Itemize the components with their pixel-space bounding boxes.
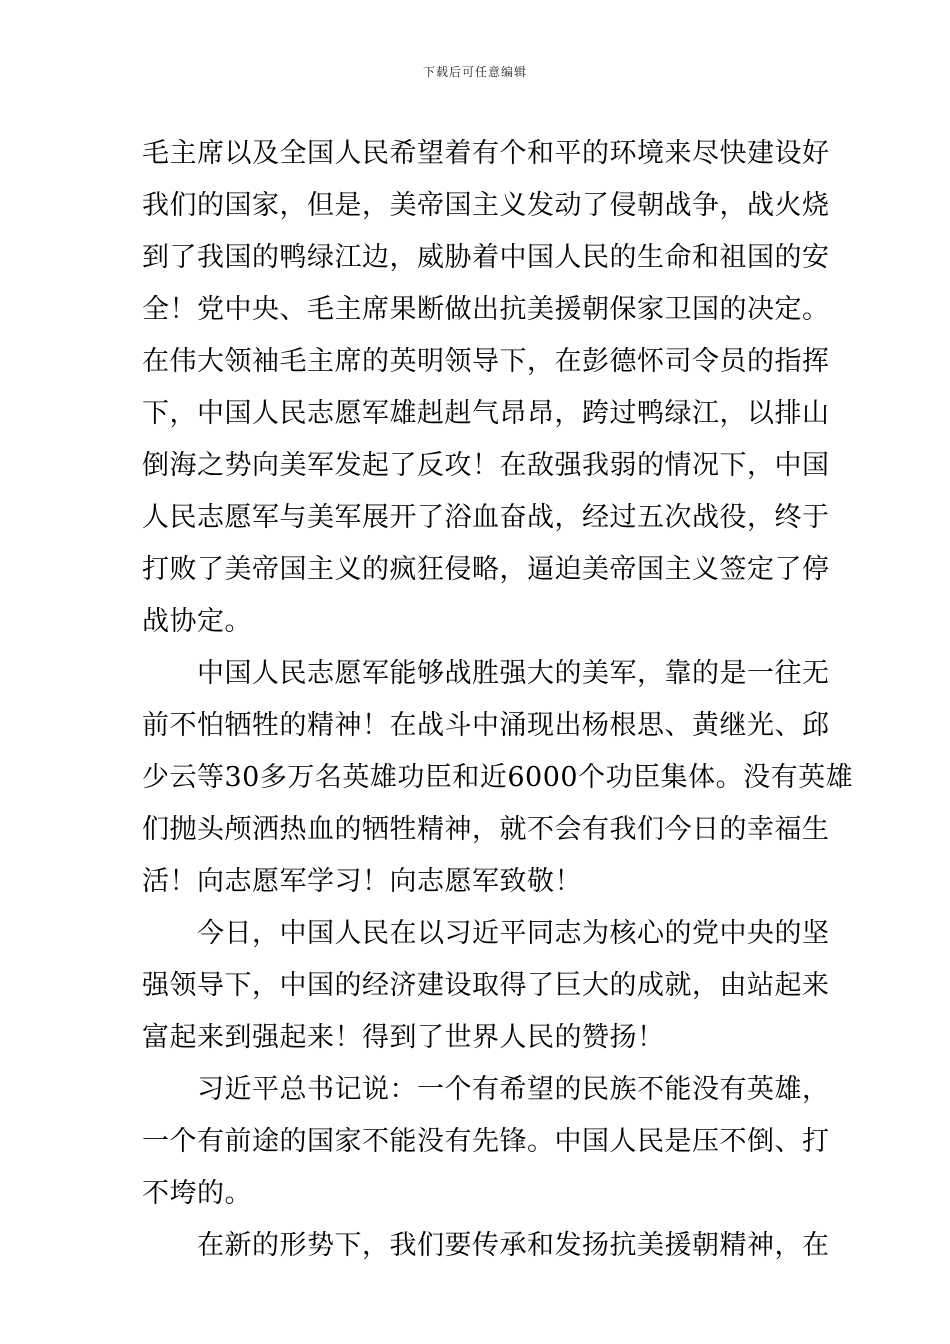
text-line: 倒海之势向美军发起了反攻！在敌强我弱的情况下，中国 — [142, 450, 830, 481]
text-line: 们抛头颅洒热血的牺牲精神，就不会有我们今日的幸福生 — [142, 814, 830, 845]
text-line: 一个有前途的国家不能没有先锋。中国人民是压不倒、打 — [142, 1126, 830, 1157]
text-line: 活！向志愿军学习！向志愿军致敬！ — [142, 866, 582, 897]
text-line: 前不怕牺牲的精神！在战斗中涌现出杨根思、黄继光、邱 — [142, 710, 830, 741]
text-line: 毛主席以及全国人民希望着有个和平的环境来尽快建设好 — [142, 138, 830, 169]
text-line: 到了我国的鸭绿江边，威胁着中国人民的生命和祖国的安 — [142, 242, 830, 273]
text-line: 人民志愿军与美军展开了浴血奋战，经过五次战役，终于 — [142, 502, 830, 533]
page-header: 下载后可任意编辑 — [422, 65, 527, 79]
text-line: 今日，中国人民在以习近平同志为核心的党中央的坚 — [197, 918, 830, 949]
text-line: 中国人民志愿军能够战胜强大的美军，靠的是一往无 — [197, 658, 830, 689]
text-line: 少云等30多万名英雄功臣和近6000个功臣集体。没有英雄 — [142, 762, 854, 793]
text-line: 战协定。 — [142, 606, 252, 637]
text-line: 打败了美帝国主义的疯狂侵略，逼迫美帝国主义签定了停 — [142, 554, 830, 585]
text-line: 在伟大领袖毛主席的英明领导下，在彭德怀司令员的指挥 — [142, 346, 830, 377]
text-line: 富起来到强起来！得到了世界人民的赞扬！ — [142, 1022, 665, 1053]
text-line: 强领导下，中国的经济建设取得了巨大的成就，由站起来 — [142, 970, 830, 1001]
text-line: 下，中国人民志愿军雄赳赳气昂昂，跨过鸭绿江，以排山 — [142, 398, 830, 429]
text-line: 我们的国家，但是，美帝国主义发动了侵朝战争，战火烧 — [142, 190, 830, 221]
text-line: 习近平总书记说：一个有希望的民族不能没有英雄， — [197, 1074, 830, 1105]
body-text — [142, 128, 854, 1272]
text-line: 全！党中央、毛主席果断做出抗美援朝保家卫国的决定。 — [142, 294, 830, 325]
text-line: 不垮的。 — [142, 1178, 252, 1209]
text-line: 在新的形势下，我们要传承和发扬抗美援朝精神，在 — [197, 1230, 830, 1261]
